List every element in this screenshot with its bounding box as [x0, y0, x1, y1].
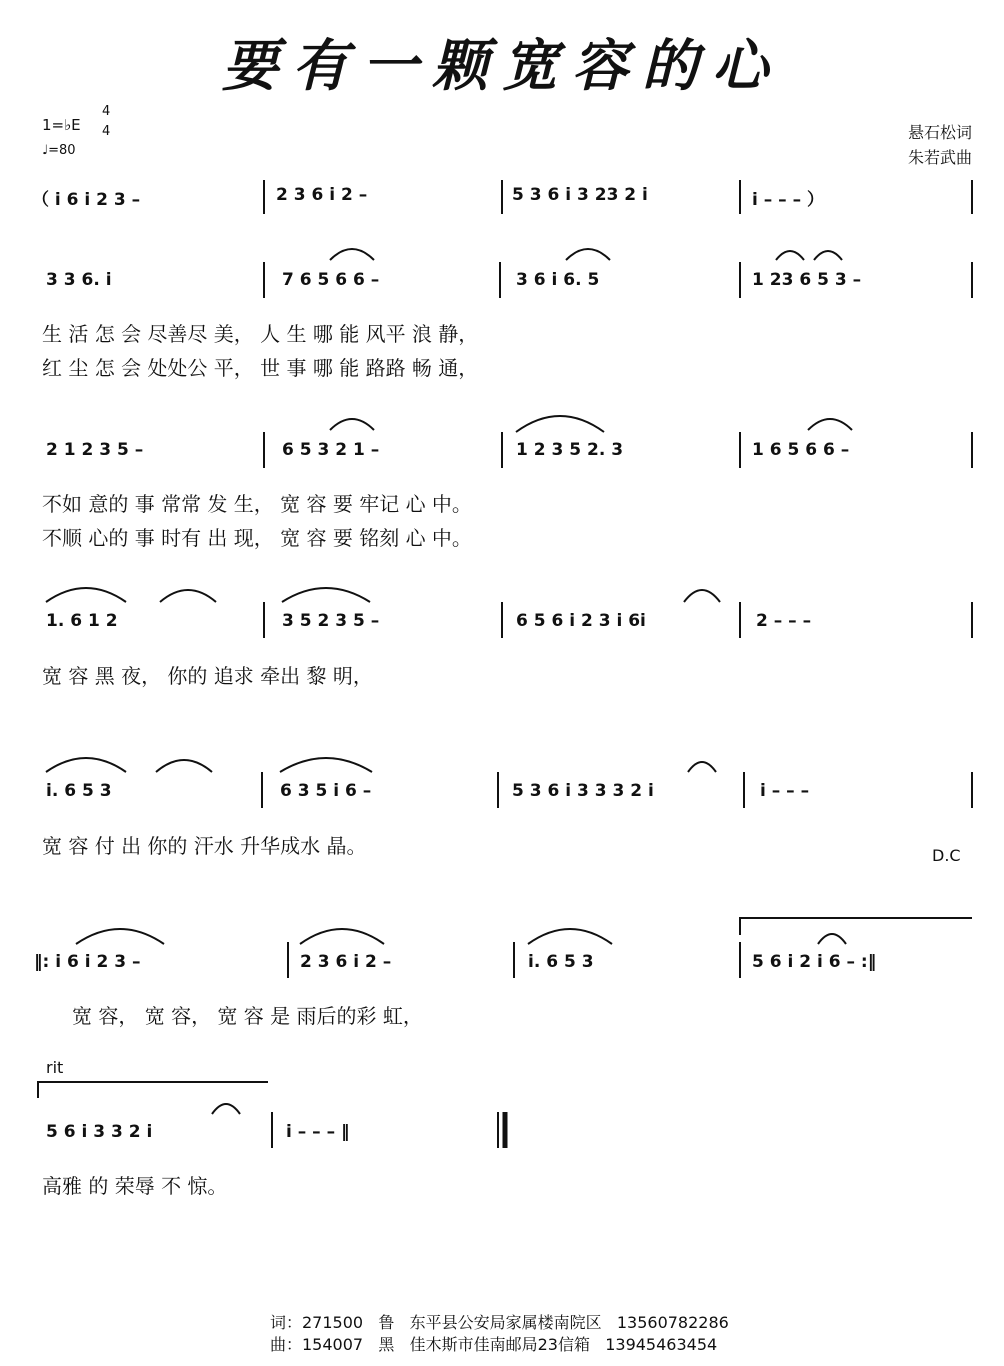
- slur-arc: [156, 760, 212, 772]
- song-title: 要有一颗宽容的心: [222, 33, 782, 99]
- measure: 3 3 6. i: [46, 270, 112, 290]
- measure: 6 5 3 2 1 –: [282, 440, 380, 460]
- lyricist: 悬石松词: [907, 123, 972, 142]
- tie-arc: [212, 1104, 240, 1114]
- tempo-mark: ♩=80: [42, 143, 76, 158]
- tie-arc: [688, 762, 716, 772]
- slur-arc: [46, 758, 126, 772]
- measure: （ i 6 i 2 3 –: [32, 190, 141, 210]
- measure: 5 3 6 i 3 23 2 i: [512, 185, 648, 205]
- dc-mark: D.C: [932, 846, 961, 865]
- tie-arc: [776, 251, 804, 260]
- slur-arc: [282, 588, 370, 602]
- tie-arc: [330, 249, 374, 260]
- tie-arc: [684, 590, 720, 602]
- time-bottom: 4: [102, 124, 111, 139]
- measure: 5 6 i 2 i 6 – :‖: [752, 952, 877, 972]
- lyric-line: 宽 容 付 出 你的 汗水 升华成水 晶。: [42, 834, 367, 858]
- measure: 6 5 6 i 2 3 i 6i: [516, 611, 646, 631]
- measure: 2 1 2 3 5 –: [46, 440, 144, 460]
- composer: 朱若武曲: [907, 148, 972, 167]
- slur-arc: [160, 590, 216, 602]
- measure: 3 6 i 6. 5: [516, 270, 600, 290]
- volta-2: [38, 1082, 268, 1098]
- footer-line: 曲：154007 黑 佳木斯市佳南邮局23信箱 13945463454: [270, 1335, 718, 1354]
- tie-arc: [814, 251, 842, 260]
- slur-arc: [300, 929, 384, 944]
- measure: 7 6 5 6 6 –: [282, 270, 380, 290]
- lyric-line: 高雅 的 荣辱 不 惊。: [42, 1174, 228, 1198]
- measure: 2 3 6 i 2 –: [276, 185, 368, 205]
- tie-arc: [330, 419, 374, 430]
- slur-arc: [528, 929, 612, 944]
- measure: i – – – ‖: [286, 1122, 350, 1142]
- lyric-line: 红 尘 怎 会 处处公 平， 世 事 哪 能 路路 畅 通，: [42, 356, 479, 380]
- measure: 3 5 2 3 5 –: [282, 611, 380, 631]
- measure: i. 6 5 3: [46, 781, 112, 801]
- rit-mark: rit: [46, 1058, 64, 1077]
- volta-1: [740, 918, 972, 935]
- slur-arc: [516, 416, 604, 432]
- measure: i. 6 5 3: [528, 952, 594, 972]
- lyric-line: 不顺 心的 事 时有 出 现， 宽 容 要 铭刻 心 中。: [42, 526, 472, 550]
- measure: 2 3 6 i 2 –: [300, 952, 392, 972]
- lyric-line: 宽 容， 宽 容， 宽 容 是 雨后的彩 虹，: [72, 1004, 423, 1028]
- measure: 1. 6 1 2: [46, 611, 118, 631]
- credits: [908, 120, 972, 170]
- slur-arc: [46, 588, 126, 602]
- measure: i – – –: [760, 781, 810, 801]
- tie-arc: [566, 249, 610, 260]
- tie-arc: [808, 419, 852, 430]
- measure: 2 – – –: [756, 611, 812, 631]
- measure: 6 3 5 i 6 –: [280, 781, 372, 801]
- key-signature: 1=♭E: [42, 116, 81, 134]
- slur-arc: [76, 929, 164, 944]
- footer-line: 词：271500 鲁 东平县公安局家属楼南院区 13560782286: [270, 1313, 729, 1332]
- slur-arc: [280, 758, 372, 772]
- measure: i – – – ）: [752, 190, 825, 210]
- time-top: 4: [102, 104, 111, 119]
- tie-arc: [818, 934, 846, 944]
- measure: 1 2 3 5 2. 3: [516, 440, 624, 460]
- lyric-line: 不如 意的 事 常常 发 生， 宽 容 要 牢记 心 中。: [42, 492, 472, 516]
- measure: ‖: i 6 i 2 3 –: [34, 952, 141, 972]
- measure: 5 6 i 3 3 2 i: [46, 1122, 153, 1142]
- measure: 1 6 5 6 6 –: [752, 440, 850, 460]
- lyric-line: 宽 容 黑 夜， 你的 追求 牵出 黎 明，: [42, 664, 373, 688]
- measure: 1 23 6 5 3 –: [752, 270, 862, 290]
- lyric-line: 生 活 怎 会 尽善尽 美， 人 生 哪 能 风平 浪 静，: [42, 322, 479, 346]
- measure: 5 3 6 i 3 3 3 2 i: [512, 781, 654, 801]
